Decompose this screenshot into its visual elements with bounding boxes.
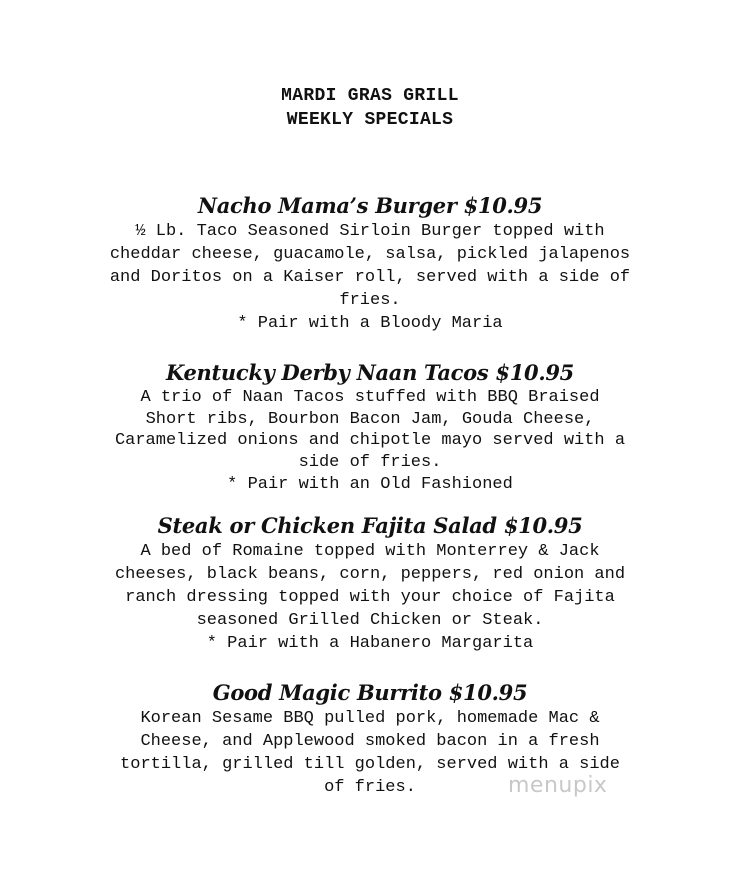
restaurant-name: MARDI GRAS GRILL [281,86,459,106]
item-description: ½ Lb. Taco Seasoned Sirloin Burger topped with cheddar cheese, guacamole, salsa, pickled jalapenos and Doritos on a Kaiser roll, served with a side of fries. [109,222,631,310]
item-pairing: * Pair with an Old Fashioned [227,475,513,494]
item-pairing: * Pair with a Habanero Margarita [206,634,534,653]
item-title: Nacho Mama’s Burger $10.95 [197,193,543,218]
menu-header [0,84,740,132]
menu-item-nacho-mamas-burger [0,192,740,335]
item-pairing: * Pair with a Bloody Maria [237,314,503,333]
menu-item-kentucky-derby-naan-tacos [0,359,740,496]
menupix-watermark: menupix [508,773,608,798]
item-description: A trio of Naan Tacos stuffed with BBQ Braised Short ribs, Bourbon Bacon Jam, Gouda Cheese, Caramelized onions and chipotle mayo served with a side of fries. [114,388,626,472]
item-title: Kentucky Derby Naan Tacos $10.95 [166,360,574,385]
item-description: Korean Sesame BBQ pulled pork, homemade Mac & Cheese, and Applewood smoked bacon in a fresh tortilla, grilled till golden, served with a side of fries. [120,709,620,797]
item-title: Steak or Chicken Fajita Salad $10.95 [157,513,583,538]
menu-item-good-magic-burrito [0,679,740,799]
menu-item-steak-or-chicken-fajita-salad [0,512,740,655]
item-title: Good Magic Burrito $10.95 [212,680,528,705]
menu-subtitle: WEEKLY SPECIALS [286,110,454,130]
item-description: A bed of Romaine topped with Monterrey & Jack cheeses, black beans, corn, peppers, red onion and ranch dressing topped with your choice of Fajita seasoned Grilled Chicken or Steak. [114,542,626,630]
